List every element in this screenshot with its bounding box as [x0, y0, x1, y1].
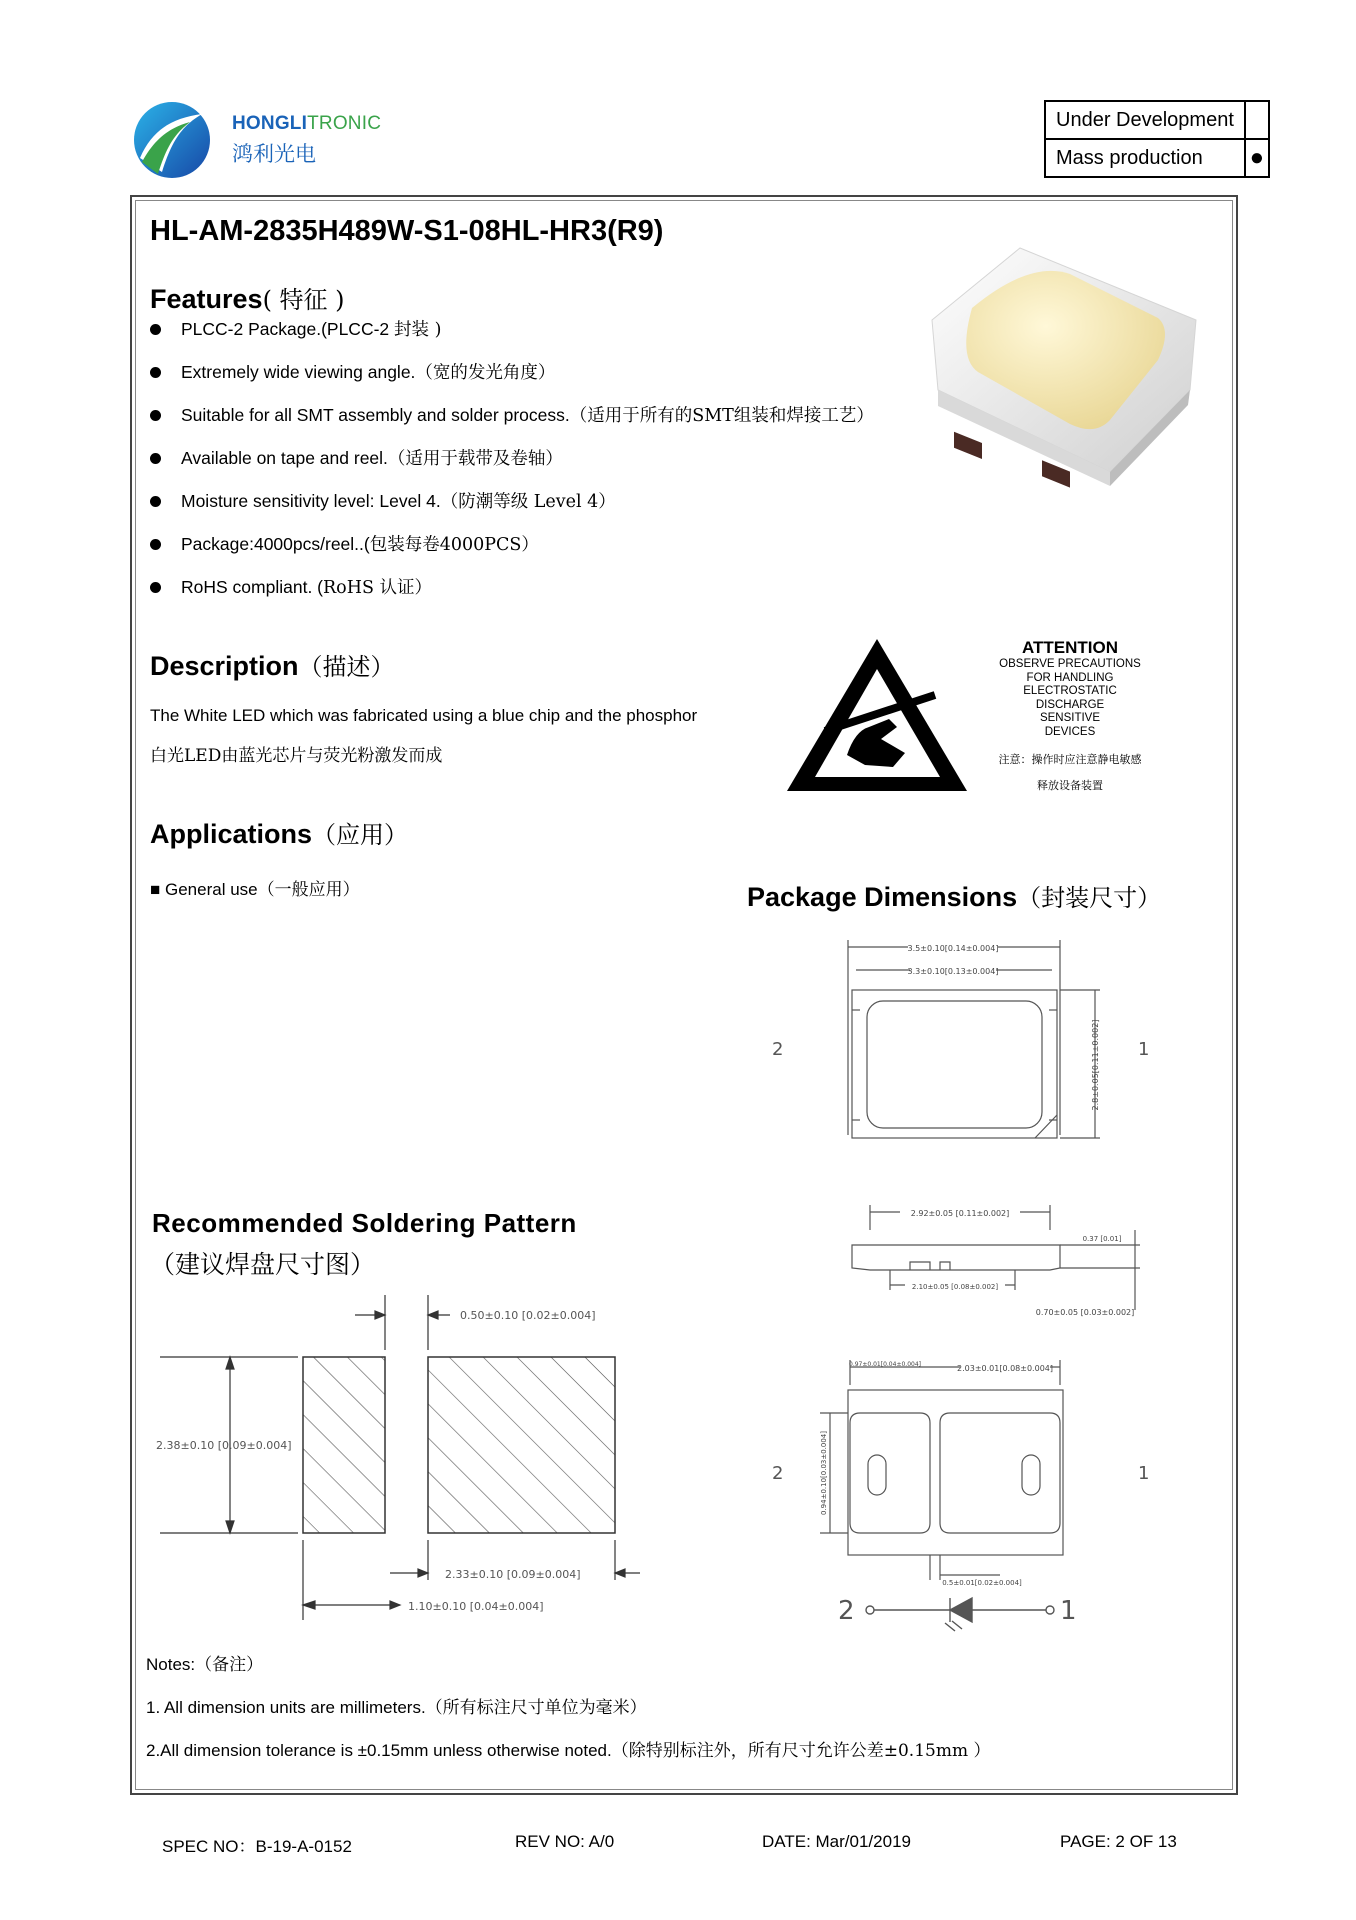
esd-warning-icon	[785, 635, 970, 795]
led-polarity-symbol	[820, 1585, 1080, 1635]
attention-line: SENSITIVE	[1039, 712, 1101, 724]
top-view-drawing	[760, 935, 1150, 1160]
dim-side-bottom-label: 2.10±0.05 [0.08±0.002]	[911, 1283, 999, 1291]
features-list	[150, 318, 874, 619]
attention-title: ATTENTION	[1021, 638, 1118, 657]
status-label: Mass production	[1045, 139, 1245, 177]
led-package-photo	[920, 240, 1210, 490]
footer-rev-no: REV NO: A/0	[515, 1832, 615, 1851]
dim-gap-label: 0.50±0.10 [0.02±0.004]	[460, 1309, 596, 1322]
dim-small-label: 1.10±0.10 [0.04±0.004]	[408, 1600, 544, 1613]
symbol-pin-label: 2	[838, 1596, 855, 1626]
list-item: Available on tape and reel.（适用于载带及卷轴）	[150, 447, 874, 490]
brand-name: HONGLITRONIC	[232, 113, 382, 134]
attention-line: FOR HANDLING	[1026, 671, 1114, 684]
company-logo-icon	[132, 100, 212, 180]
notes-heading: Notes:（备注）	[146, 1655, 264, 1675]
attention-note-cn: 注意：操作时应注意静电敏感	[998, 753, 1142, 766]
dim-side-top-label: 2.92±0.05 [0.11±0.002]	[910, 1209, 1010, 1218]
description-text: The White LED which was fabricated using a blue chip and the phosphor	[150, 706, 698, 725]
note-1: 1. All dimension units are millimeters.（所有标注尺寸单位为毫米）	[146, 1698, 647, 1718]
status-checkbox-filled: ●	[1245, 139, 1269, 177]
dim-outer-label: 3.5±0.10[0.14±0.004]	[907, 944, 999, 953]
pin-label: 1	[1138, 1039, 1150, 1060]
dim-side-height-label: 0.37 [0.01]	[1082, 1235, 1122, 1243]
applications-heading: Applications（应用）	[150, 819, 409, 849]
soldering-pattern-drawing	[150, 1295, 650, 1630]
attention-line: OBSERVE PRECAUTIONS	[999, 658, 1141, 670]
list-item: Extremely wide viewing angle.（宽的发光角度）	[150, 361, 874, 404]
status-checkbox	[1245, 101, 1269, 139]
brand-name-cn: 鸿利光电	[232, 142, 316, 166]
dim-bottom-c-label: 0.5±0.01[0.02±0.004]	[942, 1579, 1022, 1587]
pin-label: 2	[772, 1039, 784, 1060]
description-heading: Description（描述）	[150, 651, 395, 681]
side-view-drawing	[840, 1200, 1160, 1320]
dim-height-label: 2.38±0.10 [0.09±0.004]	[156, 1439, 292, 1452]
attention-block	[985, 638, 1155, 793]
symbol-pin-label: 1	[1060, 1596, 1077, 1626]
dim-pad-label: 2.33±0.10 [0.09±0.004]	[445, 1568, 581, 1581]
status-row-mass-production	[1045, 139, 1269, 177]
list-item: PLCC-2 Package.(PLCC-2 封装 )	[150, 318, 874, 361]
list-item: Suitable for all SMT assembly and solder process.（适用于所有的SMT组装和焊接工艺）	[150, 404, 874, 447]
list-item: Moisture sensitivity level: Level 4.（防潮等级 Level 4）	[150, 490, 874, 533]
pin-label: 1	[1138, 1463, 1150, 1484]
status-row-development	[1045, 101, 1269, 139]
list-item: Package:4000pcs/reel..(包装每卷4000PCS）	[150, 533, 874, 576]
dim-bottom-v-label: 0.94±0.10[0.03±0.004]	[820, 1431, 828, 1515]
pin-label: 2	[772, 1463, 784, 1484]
footer-spec-no: SPEC NO：B-19-A-0152	[162, 1837, 352, 1856]
package-dimensions-heading: Package Dimensions（封装尺寸）	[747, 882, 1162, 912]
attention-note-cn: 释放设备装置	[1037, 779, 1103, 792]
footer-date: DATE: Mar/01/2019	[762, 1832, 911, 1851]
soldering-heading-cn: （建议焊盘尺寸图）	[150, 1250, 376, 1279]
soldering-heading: Recommended Soldering Pattern	[152, 1208, 577, 1238]
status-label: Under Development	[1045, 101, 1245, 139]
footer-page: PAGE: 2 OF 13	[1060, 1832, 1177, 1851]
features-heading: Features( 特征 )	[150, 284, 345, 314]
description-text-cn: 白光LED由蓝光芯片与荧光粉激发而成	[150, 746, 443, 766]
part-number-title: HL-AM-2835H489W-S1-08HL-HR3(R9)	[150, 215, 664, 247]
dim-bottom-a-label: 0.97±0.01[0.04±0.004]	[849, 1361, 921, 1368]
dim-bottom-b-label: 2.03±0.01[0.08±0.004]	[957, 1364, 1053, 1373]
note-2: 2.All dimension tolerance is ±0.15mm unless otherwise noted.（除特别标注外，所有尺寸允许公差±0.15mm ）	[146, 1741, 991, 1761]
attention-line: DISCHARGE	[1035, 698, 1105, 711]
dim-height-label: 2.8±0.05[0.11±0.002]	[1091, 1019, 1100, 1111]
bottom-view-drawing	[760, 1355, 1150, 1615]
dim-side-total-label: 0.70±0.05 [0.03±0.002]	[1035, 1308, 1135, 1317]
attention-line: ELECTROSTATIC	[1023, 685, 1117, 697]
production-status-table	[1044, 100, 1270, 178]
list-item: RoHS compliant. (RoHS 认证）	[150, 576, 874, 619]
dim-inner-label: 3.3±0.10[0.13±0.004]	[907, 967, 999, 976]
attention-line: DEVICES	[1044, 725, 1096, 738]
applications-item: ■ General use（一般应用）	[150, 880, 360, 900]
